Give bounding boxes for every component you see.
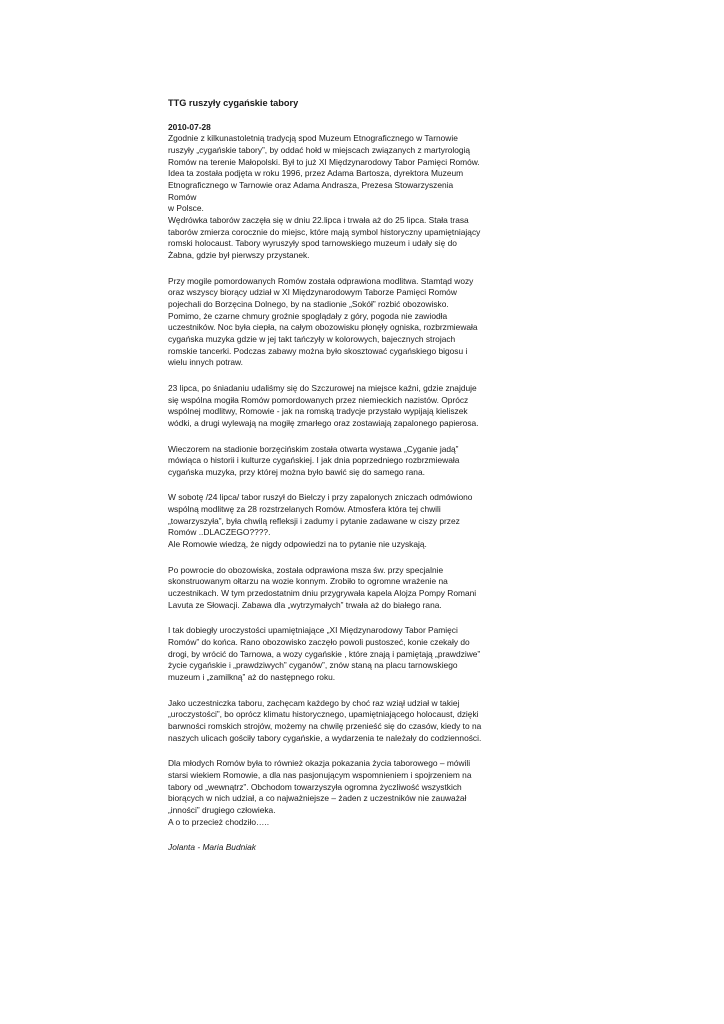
paragraph-line: Ale Romowie wiedzą, że nigdy odpowiedzi na to pytanie nie uzyskają. xyxy=(168,539,427,550)
paragraph-line: Wędrówka taborów zaczęła się w dniu 22.lipca i trwała aż do 25 lipca. Stała trasa xyxy=(168,215,469,225)
paragraph-line: 23 lipca, po śniadaniu udaliśmy się do Szczurowej na miejsce kaźni, gdzie znajduje xyxy=(168,382,477,393)
paragraph-line: „inności” drugiego człowieka. xyxy=(168,804,276,815)
paragraph-line: naszych ulicach gościły tabory cygańskie, a wydarzenia te należały do codzienności. xyxy=(168,732,482,743)
paragraph-line: Zgodnie z kilkunastoletnią tradycją spod Muzeum Etnograficznego w Tarnowie xyxy=(168,133,458,144)
paragraph-line: romski holocaust. Tabory wyruszyły spod tarnowskiego muzeum i udały się do xyxy=(168,238,457,249)
paragraph-line: Etnograficznego w Tarnowie oraz Adama Andrasza, Prezesa Stowarzyszenia xyxy=(168,180,454,191)
article-paragraph xyxy=(168,758,568,828)
paragraph-line: cygańska muzyka, przy której można było bawić się do samego rana. xyxy=(168,466,425,477)
article-body xyxy=(168,133,568,828)
paragraph-line: W sobotę /24 lipca/ tabor ruszył do Bielczy i przy zapalonych zniczach odmówiono xyxy=(168,492,473,503)
paragraph-line: drogi, by wrócić do Tarnowa, a wozy cygańskie , które znają i pamiętają „prawdziwe” xyxy=(168,648,481,659)
paragraph-line: muzeum i „zamilkną” aż do następnego roku. xyxy=(168,672,336,682)
paragraph-line: Romów ..DLACZEGO????. xyxy=(168,527,271,538)
paragraph-line: skonstruowanym ołtarzu na wozie konnym. Zrobiło to ogromne wrażenie na xyxy=(168,576,448,587)
paragraph-line: Wieczorem na stadionie borzęcińskim została otwarta wystawa „Cyganie jadą” xyxy=(168,443,459,454)
paragraph-line: uczestnikach. W tym przedostatnim dniu przygrywała kapela Alojza Pompy Romani xyxy=(168,588,477,599)
paragraph-line: pojechali do Borzęcina Dolnego, by na stadionie „Sokół” rozbić obozowisko. xyxy=(168,298,449,309)
paragraph-line: ruszyły „cygańskie tabory”, by oddać hołd w miejscach związanych z martyrologią xyxy=(168,145,471,156)
paragraph-line: I tak dobiegły uroczystości upamiętniające „XI Międzynarodowy Tabor Pamięci xyxy=(168,625,458,636)
article-paragraph xyxy=(168,565,568,612)
paragraph-line: wielu innych potraw. xyxy=(168,357,243,368)
paragraph-line: Idea ta została podjęta w roku 1996, przez Adama Bartosza, dyrektora Muzeum xyxy=(168,168,464,179)
paragraph-line: Żabna, gdzie był pierwszy przystanek. xyxy=(168,249,310,260)
article-paragraph xyxy=(168,698,568,745)
paragraph-line: Romów na terenie Małopolski. Był to już XI Międzynarodowy Tabor Pamięci Romów. xyxy=(168,156,480,167)
paragraph-line: tabory od „wewnątrz”. Obchodom towarzyszyła ogromna życzliwość wszystkich xyxy=(168,781,462,792)
paragraph-line: mówiąca o historii i kulturze cygańskiej. I jak dnia poprzedniego rozbrzmiewała xyxy=(168,455,460,466)
author-signature: Jolanta - Maria Budniak xyxy=(168,842,256,853)
article-paragraph xyxy=(168,133,568,261)
paragraph-line: wódki, a drugi wylewają na mogiłę zmarłego oraz zostawiają zapalonego papierosa. xyxy=(168,417,479,428)
paragraph-line: wspólną modlitwę za 28 rozstrzelanych Romów. Atmosfera która tej chwili xyxy=(168,504,441,515)
article-paragraph xyxy=(168,276,568,369)
paragraph-line: biorących w nich udział, a co najważniejsze – żaden z uczestników nie zauważał xyxy=(168,793,467,804)
paragraph-line: „uroczystości”, bo oprócz klimatu historycznego, upamiętniającego holocaust, dzięki xyxy=(168,709,479,720)
paragraph-line: romskie tancerki. Podczas zabawy można było skosztować cygańskiego bigosu i xyxy=(168,345,468,356)
paragraph-line: Dla młodych Romów była to również okazja pokazania życia taborowego – mówili xyxy=(168,758,471,769)
article-paragraph xyxy=(168,383,568,430)
paragraph-line: Romów xyxy=(168,191,197,202)
paragraph-line: wspólnej modlitwy, Romowie - jak na romską tradycje przystało wypijają kieliszek xyxy=(168,406,468,417)
paragraph-line: życie cygańskie i „prawdziwych” cyganów”, znów staną na placu tarnowskiego xyxy=(168,660,458,671)
paragraph-line: Po powrocie do obozowiska, została odprawiona msza św. przy specjalnie xyxy=(168,564,444,575)
article-paragraph xyxy=(168,492,568,550)
article-paragraph xyxy=(168,444,568,479)
paragraph-line: Pomimo, że czarne chmury groźnie spoglądały z góry, pogoda nie zawiodła xyxy=(168,310,448,321)
paragraph-line: się wspólna mogiła Romów pomordowanych przez niemieckich nazistów. Oprócz xyxy=(168,394,469,405)
paragraph-line: uczestników. Noc była ciepła, na całym obozowisku płonęły ogniska, rozbrzmiewała xyxy=(168,322,478,333)
document-page xyxy=(168,97,568,854)
paragraph-line: Jako uczestniczka taboru, zachęcam każdego by choć raz wziął udział w takiej xyxy=(168,697,460,708)
paragraph-line: cygańska muzyka gdzie w jej takt tańczyły w kolorowych, bajecznych strojach xyxy=(168,333,456,344)
paragraph-line: Lavuta ze Słowacji. Zabawa dla „wytrzymałych” trwała aż do białego rana. xyxy=(168,599,442,610)
paragraph-line: „towarzyszyła”, była chwilą refleksji i zadumy i pytanie zadawane w ciszy przez xyxy=(168,515,460,526)
paragraph-line: taborów zmierza corocznie do miejsc, które mają symbol historyczny upamiętniający xyxy=(168,226,481,237)
document-title: TTG ruszyły cygańskie tabory xyxy=(168,98,299,108)
paragraph-line: barwności romskich strojów, możemy na chwilę przenieść się do czasów, kiedy to na xyxy=(168,720,482,731)
paragraph-line: w Polsce. xyxy=(168,203,204,214)
paragraph-line: oraz wszyscy biorący udział w XI Międzynarodowym Taborze Pamięci Romów xyxy=(168,287,457,298)
paragraph-line: Romów” do końca. Rano obozowisko zaczęło powoli pustoszeć, konie czekały do xyxy=(168,637,470,648)
paragraph-line: A o to przecież chodziło….. xyxy=(168,816,270,827)
paragraph-line: starsi wiekiem Romowie, a dla nas pasjonującym wspomnieniem i spojrzeniem na xyxy=(168,769,472,780)
article-paragraph xyxy=(168,625,568,683)
publication-date: 2010-07-28 xyxy=(168,122,211,132)
paragraph-line: Przy mogile pomordowanych Romów została odprawiona modlitwa. Stamtąd wozy xyxy=(168,275,474,286)
